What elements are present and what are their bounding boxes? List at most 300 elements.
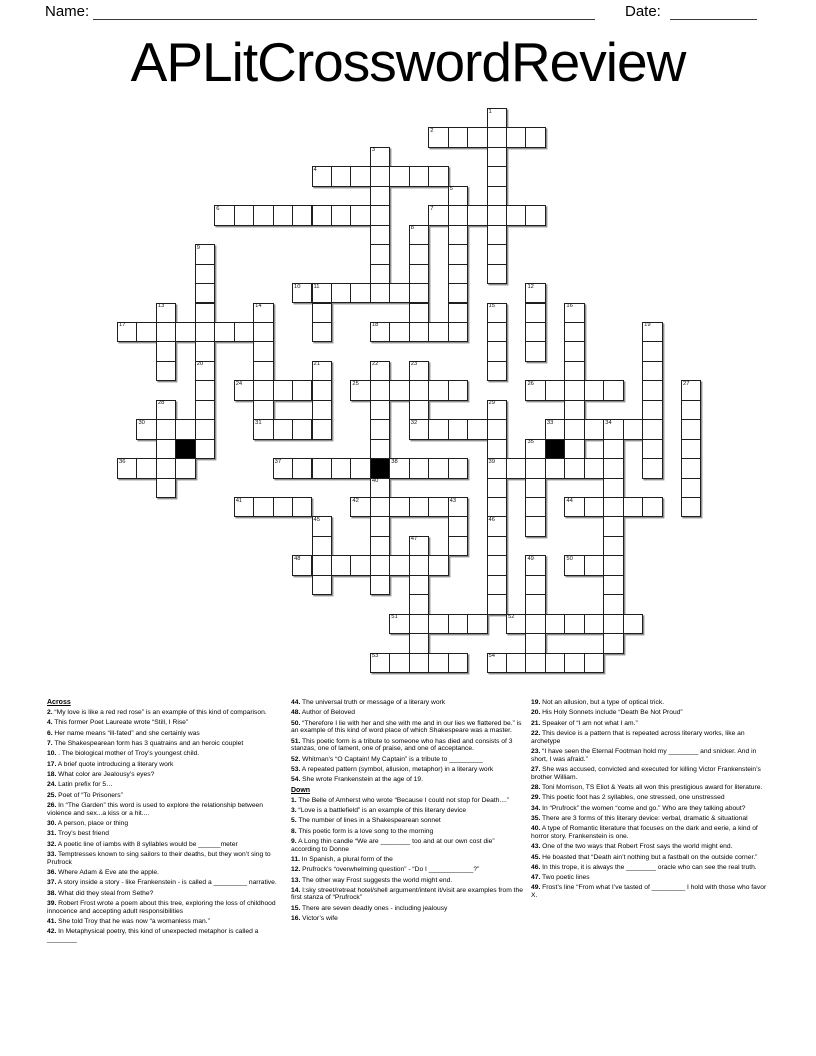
- grid-cell: [448, 283, 468, 303]
- grid-cell: [409, 303, 429, 323]
- grid-cell: [564, 439, 584, 459]
- clue-across-50: 50. “Therefore I lie with her and she with me and in our lies we flattered be.” is an example of this kind of word place of which Shakespeare was a master.: [291, 719, 522, 735]
- grid-cell: [409, 419, 429, 439]
- grid-cell: [681, 380, 701, 400]
- cell-number: 25: [352, 380, 359, 387]
- clue-down-15: 15. There are seven deadly ones - including jealousy: [291, 904, 448, 912]
- cell-number: 38: [391, 458, 398, 465]
- grid-cell: [487, 594, 507, 614]
- cell-number: 37: [274, 458, 282, 465]
- grid-cell: [525, 439, 545, 459]
- grid-cell: [584, 380, 604, 400]
- grid-cell: [312, 322, 332, 342]
- grid-cell: [389, 614, 409, 634]
- grid-cell: [467, 127, 487, 147]
- grid-cell: [564, 458, 584, 478]
- grid-cell: [370, 361, 390, 381]
- clue-across-52: 52. Whitman’s “O Captain! My Captain” is a tribute to _________: [291, 755, 483, 763]
- cell-number: 47: [410, 536, 418, 543]
- grid-cell: [564, 497, 584, 517]
- grid-cell: [312, 303, 332, 323]
- grid-cell: [681, 497, 701, 517]
- grid-cell: [156, 303, 176, 323]
- grid-cell: [370, 478, 390, 498]
- grid-cell: [506, 614, 526, 634]
- grid-cell: [370, 653, 390, 673]
- grid-cell: [253, 303, 273, 323]
- clues-column-2: [291, 699, 525, 925]
- grid-cell: [564, 361, 584, 381]
- clues-column-1: [47, 699, 285, 946]
- grid-cell: [370, 536, 390, 556]
- grid-cell: [370, 555, 390, 575]
- grid-cell: [487, 341, 507, 361]
- cell-number: 26: [527, 380, 534, 387]
- clue-down-16: 16. Victor’s wife: [291, 915, 338, 923]
- grid-cell: [506, 127, 526, 147]
- grid-cell: [350, 283, 370, 303]
- grid-cell: [448, 186, 468, 206]
- grid-cell: [681, 478, 701, 498]
- grid-cell: [642, 380, 662, 400]
- grid-cell: [428, 497, 448, 517]
- grid-cell: [564, 380, 584, 400]
- clue-across-42: 42. In Metaphysical poetry, this kind of unexpected metaphor is called a ________: [47, 928, 259, 943]
- grid-cell: [273, 458, 293, 478]
- grid-cell: [389, 458, 409, 478]
- grid-cell: [545, 614, 565, 634]
- crossword-grid: [117, 108, 701, 672]
- grid-cell: [253, 205, 273, 225]
- cell-number: 10: [294, 283, 301, 290]
- grid-cell: [409, 322, 429, 342]
- grid-cell: [642, 497, 662, 517]
- grid-cell: [331, 283, 351, 303]
- grid-cell: [409, 225, 429, 245]
- clue-down-46: 46. In this trope, it is always the ________ oracle who can see the real truth.: [531, 863, 757, 871]
- grid-cell: [370, 186, 390, 206]
- grid-cell: [292, 380, 312, 400]
- cell-number: 1: [488, 108, 492, 115]
- grid-cell: [175, 419, 195, 439]
- grid-cell: [156, 400, 176, 420]
- grid-cell: [234, 322, 254, 342]
- grid-cell: [525, 575, 545, 595]
- grid-cell: [525, 283, 545, 303]
- grid-cell: [525, 380, 545, 400]
- cell-number: 3: [371, 147, 376, 154]
- black-cell: [545, 439, 565, 459]
- clue-down-9: 9. A Long thin candle “We are ________ too and at our own cost die” according to Donne: [291, 837, 495, 853]
- grid-cell: [253, 380, 273, 400]
- clue-down-19: 19. Not an allusion, but a type of optical trick.: [531, 699, 665, 706]
- grid-cell: [603, 594, 623, 614]
- grid-cell: [467, 614, 487, 634]
- clue-down-1: 1. The Belle of Amherst who wrote “Because I could not stop for Death....”: [291, 796, 510, 804]
- grid-cell: [487, 653, 507, 673]
- clue-across-4: 4. This former Poet Laureate wrote “Still, I Rise”: [47, 719, 189, 727]
- grid-cell: [681, 419, 701, 439]
- cell-number: 46: [488, 516, 495, 523]
- grid-cell: [428, 458, 448, 478]
- clue-across-6: 6. Her name means “ill-fated” and she certainly was: [47, 729, 200, 737]
- grid-cell: [603, 575, 623, 595]
- clue-down-35: 35. There are 3 forms of this literary device: verbal, dramatic & situational: [531, 814, 748, 822]
- grid-cell: [642, 419, 662, 439]
- clues-column-3: [531, 699, 774, 902]
- grid-cell: [564, 303, 584, 323]
- cell-number: 18: [371, 322, 379, 329]
- cell-number: 52: [508, 614, 515, 621]
- grid-cell: [409, 166, 429, 186]
- grid-cell: [487, 205, 507, 225]
- grid-cell: [389, 166, 409, 186]
- grid-cell: [156, 439, 176, 459]
- grid-cell: [584, 653, 604, 673]
- grid-cell: [603, 497, 623, 517]
- grid-cell: [584, 497, 604, 517]
- grid-cell: [584, 555, 604, 575]
- grid-cell: [681, 439, 701, 459]
- grid-cell: [428, 380, 448, 400]
- cell-number: 17: [119, 322, 126, 329]
- grid-cell: [175, 322, 195, 342]
- grid-cell: [370, 419, 390, 439]
- grid-cell: [487, 244, 507, 264]
- grid-cell: [428, 419, 448, 439]
- grid-cell: [603, 458, 623, 478]
- grid-cell: [156, 458, 176, 478]
- cell-number: 30: [138, 419, 145, 426]
- grid-cell: [448, 127, 468, 147]
- clue-across-10: 10. . The biological mother of Troy’s youngest child.: [47, 750, 200, 758]
- grid-cell: [195, 439, 215, 459]
- grid-cell: [409, 264, 429, 284]
- grid-cell: [273, 497, 293, 517]
- grid-cell: [312, 361, 332, 381]
- grid-cell: [448, 244, 468, 264]
- grid-cell: [448, 303, 468, 323]
- clue-down-23: 23. “I have seen the Eternal Footman hold my ________ and snicker. And in short, I was afraid.”: [531, 747, 757, 763]
- grid-cell: [545, 653, 565, 673]
- grid-cell: [370, 166, 390, 186]
- clue-across-17: 17. A brief quote introducing a literary work: [47, 760, 174, 768]
- clue-down-43: 43. One of the two ways that Robert Frost says the world might end.: [531, 843, 733, 851]
- grid-cell: [487, 361, 507, 381]
- grid-cell: [253, 322, 273, 342]
- grid-cell: [389, 653, 409, 673]
- grid-cell: [642, 361, 662, 381]
- grid-cell: [564, 653, 584, 673]
- cell-number: 16: [566, 303, 573, 309]
- grid-cell: [253, 361, 273, 381]
- grid-cell: [545, 380, 565, 400]
- cell-number: 22: [371, 361, 379, 368]
- grid-cell: [195, 419, 215, 439]
- cell-number: 39: [488, 458, 495, 465]
- page-title: APLitCrosswordReview: [130, 31, 686, 93]
- clue-down-22: 22. This device is a pattern that is repeated across literary works, like an archetype: [531, 729, 745, 745]
- grid-cell: [273, 419, 293, 439]
- grid-cell: [195, 264, 215, 284]
- clue-down-14: 14. I:sky street/retreat hotel/shell argument/intent it/visit are examples from the first stanza of “Prufrock”: [291, 886, 523, 902]
- grid-cell: [409, 594, 429, 614]
- cell-number: 11: [313, 283, 320, 290]
- grid-cell: [350, 205, 370, 225]
- cell-number: 35: [527, 439, 534, 446]
- clue-down-11: 11. In Spanish, a plural form of the: [291, 855, 393, 863]
- grid-cell: [409, 361, 429, 381]
- grid-cell: [409, 283, 429, 303]
- clue-down-21: 21. Speaker of “I am not what I am.”: [531, 719, 638, 727]
- name-label: Name:: [45, 3, 90, 20]
- grid-cell: [409, 458, 429, 478]
- grid-cell: [312, 575, 332, 595]
- grid-cell: [156, 322, 176, 342]
- grid-cell: [350, 380, 370, 400]
- grid-cell: [428, 127, 448, 147]
- grid-cell: [389, 322, 409, 342]
- grid-cell: [603, 380, 623, 400]
- grid-cell: [584, 458, 604, 478]
- grid-cell: [195, 341, 215, 361]
- grid-cell: [253, 341, 273, 361]
- date-blank-line: [670, 19, 757, 20]
- grid-cell: [603, 614, 623, 634]
- clue-across-39: 39. Robert Frost wrote a poem about this tree, exploring the loss of childhood innocence and accepting adult responsibilities: [47, 899, 276, 915]
- grid-cell: [525, 322, 545, 342]
- grid-cell: [448, 205, 468, 225]
- grid-cell: [448, 458, 468, 478]
- cell-number: 43: [449, 497, 457, 504]
- grid-cell: [487, 127, 507, 147]
- grid-cell: [409, 380, 429, 400]
- grid-cell: [331, 205, 351, 225]
- grid-cell: [312, 516, 332, 536]
- clue-down-47: 47. Two poetic lines: [531, 874, 590, 882]
- grid-cell: [214, 322, 234, 342]
- clue-across-48: 48. Author of Beloved: [291, 709, 355, 717]
- grid-cell: [525, 205, 545, 225]
- grid-cell: [428, 166, 448, 186]
- clue-across-7: 7. The Shakespearean form has 3 quatrains and an heroic couplet: [47, 739, 244, 747]
- grid-cell: [487, 108, 507, 128]
- grid-cell: [409, 536, 429, 556]
- grid-cell: [428, 653, 448, 673]
- cell-number: 20: [196, 361, 204, 368]
- grid-cell: [253, 497, 273, 517]
- grid-cell: [253, 400, 273, 420]
- grid-cell: [292, 458, 312, 478]
- grid-cell: [292, 283, 312, 303]
- grid-cell: [448, 497, 468, 517]
- clue-across-37: 37. A story inside a story - like Frankenstein - is called a _________ narrative.: [47, 879, 277, 887]
- grid-cell: [525, 497, 545, 517]
- cell-number: 7: [430, 205, 434, 212]
- clue-across-26: 26. In “The Garden” this word is used to explore the relationship between violence and sex...a kiss or a hit....: [47, 801, 263, 817]
- cell-number: 29: [488, 400, 495, 407]
- grid-cell: [487, 497, 507, 517]
- grid-cell: [642, 439, 662, 459]
- clue-down-13: 13. The other way Frost suggests the world might end.: [291, 876, 453, 884]
- black-cell: [370, 458, 390, 478]
- grid-cell: [603, 478, 623, 498]
- grid-cell: [487, 516, 507, 536]
- across-header: Across: [47, 699, 71, 706]
- grid-cell: [603, 439, 623, 459]
- grid-cell: [487, 575, 507, 595]
- cell-number: 31: [255, 419, 262, 426]
- grid-cell: [487, 419, 507, 439]
- grid-cell: [525, 633, 545, 653]
- grid-cell: [487, 478, 507, 498]
- cell-number: 8: [410, 225, 414, 232]
- grid-cell: [312, 536, 332, 556]
- grid-cell: [487, 322, 507, 342]
- cell-number: 27: [683, 380, 690, 387]
- grid-cell: [525, 303, 545, 323]
- grid-cell: [350, 555, 370, 575]
- grid-cell: [156, 361, 176, 381]
- clue-across-41: 41. She told Troy that he was now “a womanless man.”: [47, 917, 210, 925]
- cell-number: 9: [196, 244, 201, 251]
- black-cell: [175, 439, 195, 459]
- cell-number: 33: [546, 419, 554, 426]
- grid-cell: [525, 555, 545, 575]
- grid-cell: [448, 653, 468, 673]
- grid-cell: [487, 400, 507, 420]
- grid-cell: [389, 497, 409, 517]
- grid-cell: [370, 283, 390, 303]
- clue-down-28: 28. Toni Morrison, TS Eliot & Yeats all won this prestigious award for literature.: [531, 783, 763, 791]
- grid-cell: [195, 361, 215, 381]
- cell-number: 24: [235, 380, 243, 387]
- clue-across-18: 18. What color are Jealousy’s eyes?: [47, 770, 155, 778]
- grid-cell: [312, 380, 332, 400]
- cell-number: 28: [157, 400, 165, 407]
- grid-cell: [623, 614, 643, 634]
- cell-number: 49: [527, 555, 534, 562]
- grid-cell: [506, 205, 526, 225]
- grid-cell: [487, 555, 507, 575]
- grid-cell: [312, 555, 332, 575]
- grid-cell: [370, 497, 390, 517]
- clue-down-8: 8. This poetic form is a love song to the morning: [291, 827, 434, 835]
- grid-cell: [156, 419, 176, 439]
- clue-down-45: 45. He boasted that “Death ain’t nothing but a fastball on the outside corner.”: [531, 853, 758, 861]
- clue-down-40: 40. A type of Romantic literature that focuses on the dark and eerie, a kind of horror story. Frankenstein is one.: [531, 825, 758, 840]
- grid-cell: [487, 147, 507, 167]
- grid-cell: [331, 555, 351, 575]
- grid-cell: [603, 536, 623, 556]
- cell-number: 2: [430, 127, 434, 134]
- grid-cell: [350, 166, 370, 186]
- cell-number: 45: [313, 516, 320, 523]
- grid-cell: [117, 458, 137, 478]
- clue-across-2: 2. “My love is like a red red rose” is an example of this kind of comparison.: [47, 709, 267, 716]
- grid-cell: [370, 147, 390, 167]
- grid-cell: [117, 322, 137, 342]
- grid-cell: [156, 341, 176, 361]
- cell-number: 50: [566, 555, 573, 562]
- grid-cell: [506, 653, 526, 673]
- grid-cell: [564, 555, 584, 575]
- grid-cell: [525, 653, 545, 673]
- clue-down-27: 27. She was accused, convicted and executed for killing Victor Frankenstein’s brother William.: [531, 765, 761, 781]
- grid-cell: [195, 400, 215, 420]
- grid-cell: [350, 497, 370, 517]
- grid-cell: [409, 633, 429, 653]
- cell-number: 12: [527, 283, 534, 290]
- grid-cell: [448, 225, 468, 245]
- grid-cell: [195, 303, 215, 323]
- grid-cell: [409, 653, 429, 673]
- grid-cell: [234, 380, 254, 400]
- grid-cell: [389, 555, 409, 575]
- grid-cell: [448, 614, 468, 634]
- grid-cell: [506, 458, 526, 478]
- clue-down-3: 3. “Love is a battlefield” is an example of this literary device: [291, 806, 467, 814]
- grid-cell: [642, 400, 662, 420]
- clue-down-49: 49. Frost’s line “From what I’ve tasted of _________ I hold with those who favor X.: [531, 884, 767, 900]
- grid-cell: [428, 555, 448, 575]
- grid-cell: [681, 400, 701, 420]
- clue-across-44: 44. The universal truth or message of a literary work: [291, 699, 446, 706]
- cell-number: 5: [449, 186, 453, 193]
- grid-cell: [370, 380, 390, 400]
- cell-number: 36: [119, 458, 126, 465]
- grid-cell: [642, 458, 662, 478]
- cell-number: 40: [371, 478, 379, 485]
- grid-cell: [487, 458, 507, 478]
- grid-cell: [448, 380, 468, 400]
- grid-cell: [681, 458, 701, 478]
- grid-cell: [370, 516, 390, 536]
- cell-number: 34: [605, 419, 612, 426]
- grid-cell: [331, 458, 351, 478]
- grid-cell: [525, 127, 545, 147]
- grid-cell: [564, 400, 584, 420]
- grid-cell: [370, 575, 390, 595]
- grid-cell: [623, 419, 643, 439]
- grid-cell: [409, 400, 429, 420]
- grid-cell: [467, 205, 487, 225]
- grid-cell: [292, 555, 312, 575]
- grid-cell: [584, 419, 604, 439]
- grid-cell: [409, 497, 429, 517]
- grid-cell: [525, 594, 545, 614]
- name-blank-line: [93, 19, 595, 20]
- grid-cell: [448, 516, 468, 536]
- cell-number: 6: [216, 205, 220, 212]
- cell-number: 4: [313, 166, 317, 173]
- grid-cell: [428, 322, 448, 342]
- grid-cell: [448, 322, 468, 342]
- grid-cell: [195, 380, 215, 400]
- grid-cell: [292, 205, 312, 225]
- grid-cell: [525, 341, 545, 361]
- grid-cell: [331, 166, 351, 186]
- grid-cell: [525, 614, 545, 634]
- grid-cell: [195, 244, 215, 264]
- cell-number: 53: [371, 653, 379, 660]
- clue-across-36: 36. Where Adam & Eve ate the apple.: [47, 868, 159, 876]
- grid-cell: [487, 303, 507, 323]
- grid-cell: [156, 478, 176, 498]
- grid-cell: [409, 555, 429, 575]
- grid-cell: [292, 419, 312, 439]
- clue-across-31: 31. Troy’s best friend: [47, 830, 109, 838]
